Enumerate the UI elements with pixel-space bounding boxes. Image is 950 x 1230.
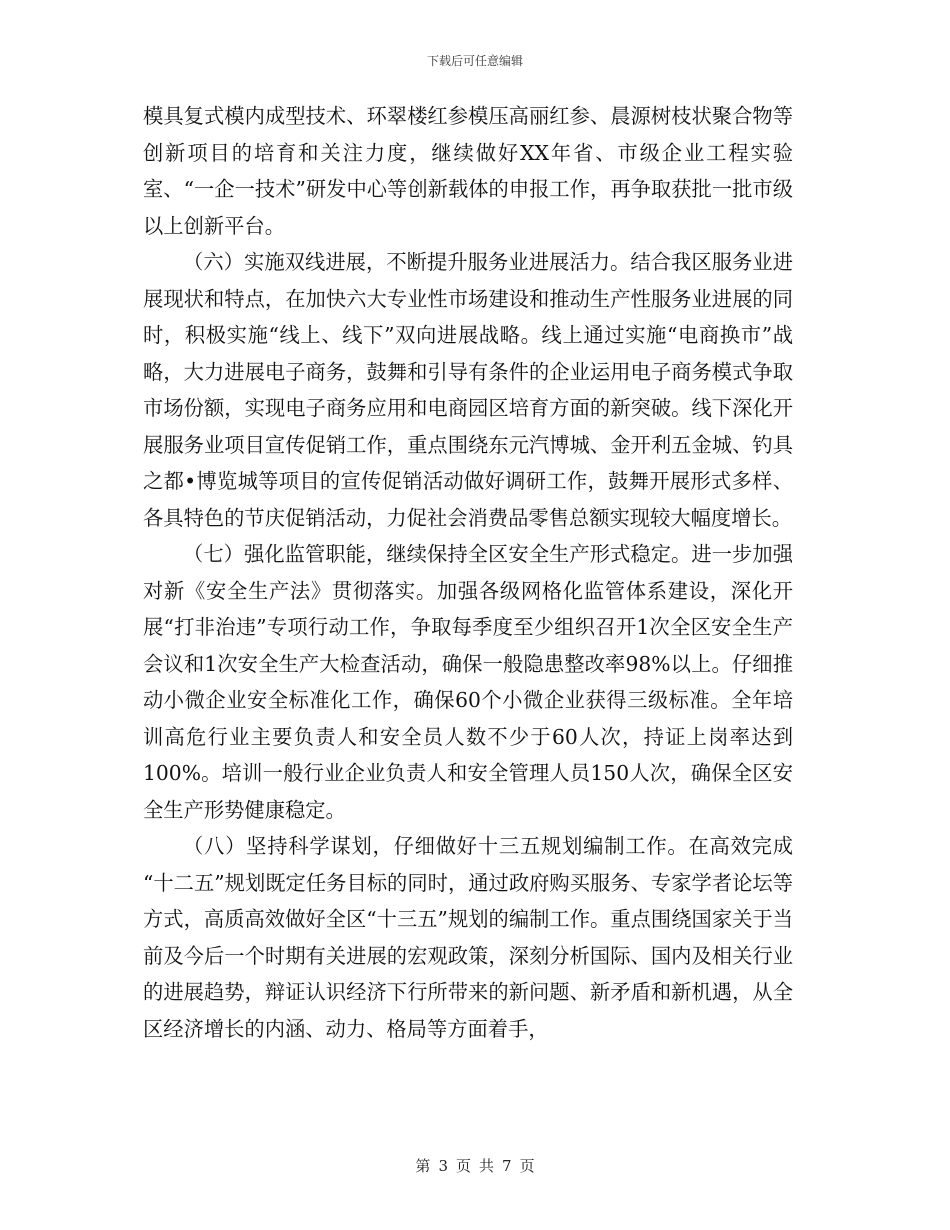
paragraph-section-7: （七）强化监管职能，继续保持全区安全生产形式稳定。进一步加强对新《安全生产法》贯彻落实。加强各级网格化监管体系建设，深化开展“打非治违”专项行动工作，争取每季度至少组织召开1次全区安全生产会议和1次安全生产大检查活动，确保一般隐患整改率98%以上。仔细推动小微企业安全标准化工作，确保60个小微企业获得三级标准。全年培训高危行业主要负责人和安全员人数不少于60人次，持证上岗率达到100%。培训一般行业企业负责人和安全管理人员150人次，确保全区安全生产形势健康稳定。 [143, 542, 793, 822]
page-header-note: 下载后可任意编辑 [426, 54, 523, 68]
paragraph-section-6: （六）实施双线进展，不断提升服务业进展活力。结合我区服务业进展现状和特点，在加快六大专业性市场建设和推动生产性服务业进展的同时，积极实施“线上、线下”双向进展战略。线上通过实施“电商换市”战略，大力进展电子商务，鼓舞和引导有条件的企业运用电子商务模式争取市场份额，实现电子商务应用和电商园区培育方面的新突破。线下深化开展服务业项目宣传促销工作，重点围绕东元汽博城、金开利五金城、钓具之都•博览城等项目的宣传促销活动做好调研工作，鼓舞开展形式多样、各具特色的节庆促销活动，力促社会消费品零售总额实现较大幅度增长。 [143, 250, 793, 530]
document-body [143, 98, 793, 1047]
footer-suffix: 页 [519, 1157, 535, 1175]
footer-prefix: 第 [415, 1157, 431, 1175]
paragraph-continuation: 模具复式模内成型技术、环翠楼红参模压高丽红参、晨源树枝状聚合物等创新项目的培育和关注力度，继续做好XX年省、市级企业工程实验室、“一企一技术”研发中心等创新载体的申报工作，再争取获批一批市级以上创新平台。 [143, 104, 793, 238]
paragraph-section-8: （八）坚持科学谋划，仔细做好十三五规划编制工作。在高效完成 “十二五”规划既定任务目标的同时，通过政府购买服务、专家学者论坛等方式，高质高效做好全区“十三五”规划的编制工作。重点围绕国家关于当前及今后一个时期有关进展的宏观政策，深刻分析国际、国内及相关行业的进展趋势，辩证认识经济下行所带来的新问题、新矛盾和新机遇，从全区经济增长的内涵、动力、格局等方面着手， [143, 834, 793, 1041]
footer-total-word: 共 [479, 1157, 495, 1175]
page-footer [0, 1155, 950, 1176]
footer-total-pages: 7 [502, 1157, 512, 1175]
footer-page-word: 页 [455, 1157, 471, 1175]
footer-current-page: 3 [438, 1157, 448, 1175]
